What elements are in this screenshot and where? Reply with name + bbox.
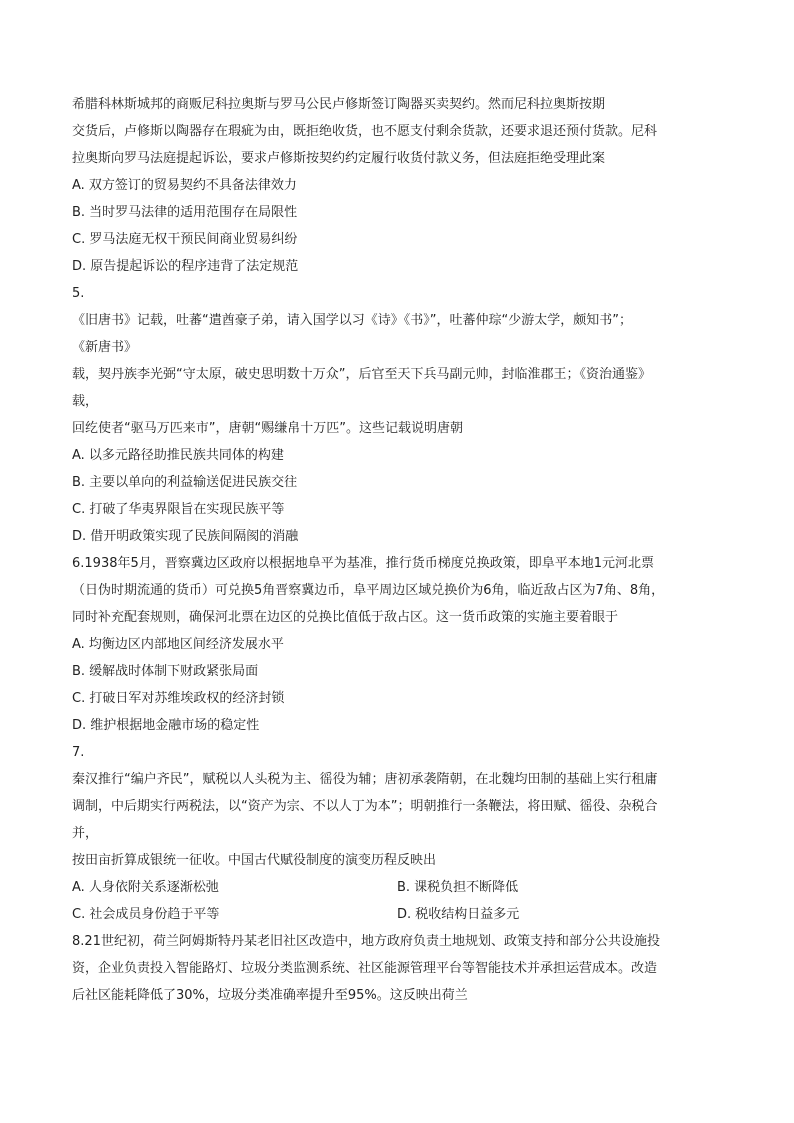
q7-stem-line-4: 按田亩折算成银统一征收。中国古代赋役制度的演变历程反映出 [72, 853, 437, 868]
q5-option-c: C. 打破了华夷界限旨在实现民族平等 [72, 502, 285, 517]
q5-number: 5. [72, 286, 85, 301]
q5-stem-line-4: 载， [72, 394, 99, 409]
q4-option-a: A. 双方签订的贸易契约不具备法律效力 [72, 178, 297, 193]
q6-option-b: B. 缓解战时体制下财政紧张局面 [72, 664, 259, 679]
q7-stem-line-3: 并， [72, 826, 99, 841]
q7-option-a: A. 人身依附关系逐渐松弛 [72, 880, 219, 895]
q6-stem-line-3: 同时补充配套规则，确保河北票在边区的兑换比值低于敌占区。这一货币政策的实施主要着眼于 [72, 610, 619, 625]
q4-option-c: C. 罗马法庭无权干预民间商业贸易纠纷 [72, 232, 298, 247]
q5-stem-line-5: 回纥使者“驱马万匹来市”，唐朝“赐缣帛十万匹”。这些记载说明唐朝 [72, 421, 463, 436]
q4-option-d: D. 原告提起诉讼的程序违背了法定规范 [72, 259, 299, 274]
q7-option-c: C. 社会成员身份趋于平等 [72, 907, 220, 922]
q5-stem-line-2: 《新唐书》 [72, 340, 138, 355]
q8-stem-line-1: 8.21世纪初，荷兰阿姆斯特丹某老旧社区改造中，地方政府负责土地规划、政策支持和部分公共设施投 [72, 934, 660, 949]
q6-option-d: D. 维护根据地金融市场的稳定性 [72, 718, 260, 733]
q7-stem-line-2: 调制，中后期实行两税法，以“资产为宗、不以人丁为本”；明朝推行一条鞭法，将田赋、徭役、杂税合 [72, 799, 658, 814]
q4-stem-line-3: 拉奥斯向罗马法庭提起诉讼，要求卢修斯按契约约定履行收货付款义务，但法庭拒绝受理此案 [72, 151, 606, 166]
q7-stem-line-1: 秦汉推行“编户齐民”，赋税以人头税为主、徭役为辅；唐初承袭隋朝，在北魏均田制的基础上实行租庸 [72, 772, 658, 787]
q6-option-a: A. 均衡边区内部地区间经济发展水平 [72, 637, 284, 652]
q6-option-c: C. 打破日军对苏维埃政权的经济封锁 [72, 691, 285, 706]
q5-stem-line-3: 载，契丹族李光弼“守太原，破史思明数十万众”，后官至天下兵马副元帅，封临淮郡王；《资治通鉴》 [72, 367, 651, 382]
q5-option-a: A. 以多元路径助推民族共同体的构建 [72, 448, 284, 463]
q7-option-b: B. 课税负担不断降低 [397, 880, 519, 895]
q6-stem-line-1: 6.1938年5月，晋察冀边区政府以根据地阜平为基准，推行货币梯度兑换政策，即阜平本地1元河北票 [72, 556, 655, 571]
q8-stem-line-2: 资，企业负责投入智能路灯、垃圾分类监测系统、社区能源管理平台等智能技术并承担运营成本。改造 [72, 961, 658, 976]
q8-stem-line-3: 后社区能耗降低了30%，垃圾分类准确率提升至95%。这反映出荷兰 [72, 988, 468, 1003]
q5-option-b: B. 主要以单向的利益输送促进民族交往 [72, 475, 298, 490]
q4-option-b: B. 当时罗马法律的适用范围存在局限性 [72, 205, 298, 220]
q4-stem-line-2: 交货后，卢修斯以陶器存在瑕疵为由，既拒绝收货，也不愿支付剩余货款，还要求退还预付货款。尼科 [72, 124, 658, 139]
q4-stem-line-1: 希腊科林斯城邦的商贩尼科拉奥斯与罗马公民卢修斯签订陶器买卖契约。然而尼科拉奥斯按期 [72, 97, 606, 112]
q5-stem-line-1: 《旧唐书》记载，吐蕃“遣酋豪子弟，请入国学以习《诗》《书》”，吐蕃仲琮“少游太学，颇知书”； [72, 313, 632, 328]
q7-number: 7. [72, 745, 85, 760]
q6-stem-line-2: （日伪时期流通的货币）可兑换5角晋察冀边币，阜平周边区域兑换价为6角，临近敌占区为7角、8角， [72, 583, 665, 598]
q5-option-d: D. 借开明政策实现了民族间隔阂的消融 [72, 529, 299, 544]
q7-option-d: D. 税收结构日益多元 [397, 907, 520, 922]
